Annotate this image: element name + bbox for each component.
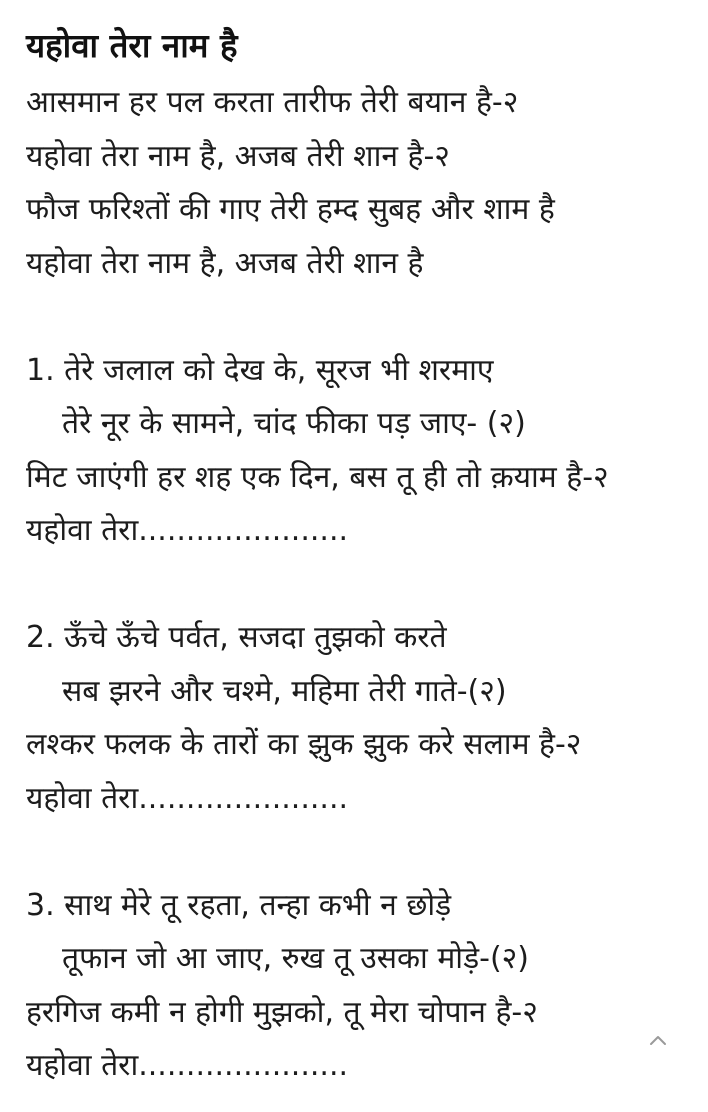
chorus-line: आसमान हर पल करता तारीफ तेरी बयान है-२: [26, 85, 519, 120]
verse-line: 3. साथ मेरे तू रहता, तन्हा कभी न छोड़े: [26, 887, 452, 923]
chorus-line: यहोवा तेरा नाम है, अजब तेरी शान है-२: [26, 138, 450, 174]
stanza-spacer: [26, 290, 682, 344]
song-title: यहोवा तेरा नाम है: [26, 26, 238, 65]
verse-line: 1. तेरे जलाल को देख के, सूरज भी शरमाए: [26, 352, 494, 388]
refrain-line: यहोवा तेरा......................: [26, 1048, 349, 1083]
verse-line: तूफान जो आ जाए, रुख तू उसका मोड़े-(२): [62, 941, 529, 976]
verse-line: हरगिज कमी न होगी मुझको, तू मेरा चोपान है-२: [26, 994, 538, 1030]
stanza-spacer: [26, 558, 682, 612]
chevron-up-icon[interactable]: [646, 1028, 670, 1052]
verse-line: सब झरने और चश्मे, महिमा तेरी गाते-(२): [62, 673, 507, 709]
refrain-line: यहोवा तेरा......................: [26, 780, 349, 816]
verse-2: [26, 611, 682, 825]
chevron-up-glyph: [646, 1028, 670, 1052]
verse-1: [26, 344, 682, 558]
chorus-line: फौज फरिश्तों की गाए तेरी हम्द सुबह और शाम है: [26, 192, 555, 227]
verse-line: लश्कर फलक के तारों का झुक झुक करे सलाम है-२: [26, 727, 582, 762]
refrain-line: यहोवा तेरा......................: [26, 513, 349, 548]
chorus-line: यहोवा तेरा नाम है, अजब तेरी शान है: [26, 245, 424, 281]
stanza-spacer: [26, 825, 682, 879]
verse-line: तेरे नूर के सामने, चांद फीका पड़ जाए- (२): [62, 406, 526, 441]
verse-line: मिट जाएंगी हर शह एक दिन, बस तू ही तो क़याम है-२: [26, 459, 609, 495]
verse-line: 2. ऊँचे ऊँचे पर्वत, सजदा तुझको करते: [26, 620, 447, 655]
verse-3: [26, 879, 682, 1093]
chorus: [26, 76, 682, 290]
